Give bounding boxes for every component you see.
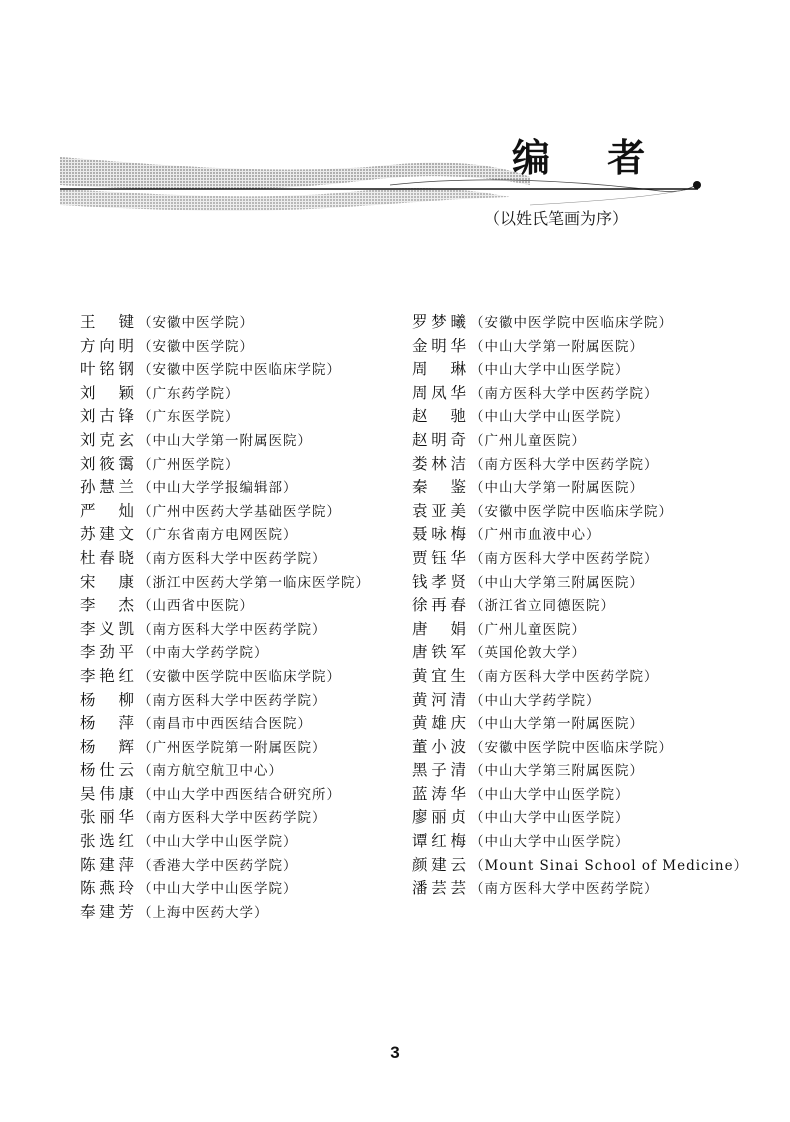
editor-affiliation: （南方医科大学中医药学院） [138, 810, 327, 827]
editor-entry [80, 335, 370, 359]
editor-name: 宋 康 [80, 572, 134, 591]
editor-affiliation: （中山大学第一附属医院） [470, 480, 644, 497]
editor-entry [412, 571, 748, 595]
editor-name: 孙慧兰 [80, 478, 134, 497]
editor-name: 黑子清 [412, 761, 466, 780]
editor-entry [412, 783, 748, 807]
editor-name: 杨 萍 [80, 714, 134, 733]
editor-entry [80, 618, 370, 642]
editor-entry [412, 618, 748, 642]
editor-name: 刘筱霭 [80, 454, 134, 473]
editor-entry [412, 429, 748, 453]
editor-entry [412, 830, 748, 854]
editor-affiliation: （安徽中医学院中医临床学院） [138, 668, 341, 685]
editor-name: 谭红梅 [412, 832, 466, 851]
editor-entry [80, 571, 370, 595]
editor-affiliation: （中山大学第一附属医院） [470, 338, 644, 355]
editor-name: 蓝涛华 [412, 784, 466, 803]
editor-name: 金明华 [412, 336, 466, 355]
editor-name: 李劲平 [80, 643, 134, 662]
editor-list-left [80, 311, 370, 924]
editor-name: 赵明奇 [412, 430, 466, 449]
editor-entry [80, 877, 370, 901]
editor-name: 方向明 [80, 336, 134, 355]
editor-affiliation: （南方医科大学中医药学院） [138, 692, 327, 709]
editor-name: 张丽华 [80, 808, 134, 827]
editor-entry [80, 806, 370, 830]
editor-entry [412, 641, 748, 665]
editor-entry [412, 665, 748, 689]
editor-entry [80, 689, 370, 713]
editor-name: 杜春晓 [80, 548, 134, 567]
editor-name: 刘 颖 [80, 383, 134, 402]
editor-name: 廖丽贞 [412, 808, 466, 827]
editor-name: 秦 鉴 [412, 478, 466, 497]
editor-name: 杨仕云 [80, 761, 134, 780]
editor-entry [412, 405, 748, 429]
editor-name: 叶铭钢 [80, 360, 134, 379]
editor-name: 钱孝贤 [412, 572, 466, 591]
editor-entry [80, 783, 370, 807]
editor-affiliation: （山西省中医院） [138, 598, 254, 615]
editor-entry [80, 759, 370, 783]
editor-affiliation: （广州医学院第一附属医院） [138, 739, 327, 756]
editor-entry [412, 594, 748, 618]
editor-name: 颜建云 [412, 855, 466, 874]
editor-entry [80, 358, 370, 382]
editor-name: 周凤华 [412, 383, 466, 402]
editor-affiliation: （南方医科大学中医药学院） [138, 550, 327, 567]
editor-affiliation: （浙江省立同德医院） [470, 598, 615, 615]
editor-name: 唐 娟 [412, 619, 466, 638]
editor-name: 潘芸芸 [412, 879, 466, 898]
editor-name: 严 灿 [80, 501, 134, 520]
editor-affiliation: （南方医科大学中医药学院） [470, 668, 659, 685]
editor-entry [412, 854, 748, 878]
editor-name: 袁亚美 [412, 501, 466, 520]
editor-entry [80, 854, 370, 878]
editor-affiliation: （中山大学第一附属医院） [470, 716, 644, 733]
editor-name: 刘克玄 [80, 430, 134, 449]
editor-name: 张选红 [80, 832, 134, 851]
editor-affiliation: （中山大学中西医结合研究所） [138, 786, 341, 803]
editor-entry [80, 830, 370, 854]
editor-affiliation: （中山大学中山医学院） [470, 834, 630, 851]
editor-entry [80, 476, 370, 500]
editor-affiliation: （英国伦敦大学） [470, 645, 586, 662]
editor-entry [412, 335, 748, 359]
editor-entry [412, 877, 748, 901]
editor-entry [80, 405, 370, 429]
editor-entry [80, 736, 370, 760]
editor-entry [412, 358, 748, 382]
editor-name: 吴伟康 [80, 784, 134, 803]
editor-entry [80, 523, 370, 547]
editor-affiliation: （南方医科大学中医药学院） [470, 385, 659, 402]
editor-entry [80, 311, 370, 335]
editor-affiliation: （南方医科大学中医药学院） [470, 550, 659, 567]
editor-entry [412, 500, 748, 524]
editor-entry [80, 641, 370, 665]
editor-affiliation: （中山大学中山医学院） [470, 362, 630, 379]
editor-affiliation: （广州市血液中心） [470, 527, 601, 544]
editor-entry [80, 429, 370, 453]
editor-affiliation: （中山大学第三附属医院） [470, 574, 644, 591]
editor-name: 周 琳 [412, 360, 466, 379]
editor-affiliation: （安徽中医学院中医临床学院） [470, 739, 673, 756]
editor-affiliation: （中南大学药学院） [138, 645, 269, 662]
editor-affiliation: （香港大学中医药学院） [138, 857, 298, 874]
editor-name: 唐铁军 [412, 643, 466, 662]
editor-name: 黄宜生 [412, 666, 466, 685]
editor-name: 陈建萍 [80, 855, 134, 874]
editor-name: 娄林洁 [412, 454, 466, 473]
editor-entry [80, 901, 370, 925]
editor-affiliation: （南方航空航卫中心） [138, 763, 283, 780]
editor-affiliation: （南方医科大学中医药学院） [470, 456, 659, 473]
editor-affiliation: （南方医科大学中医药学院） [138, 621, 327, 638]
editor-affiliation: （广东省南方电网医院） [138, 527, 298, 544]
editor-affiliation: （广东药学院） [138, 385, 240, 402]
editor-name: 贾钰华 [412, 548, 466, 567]
editor-entry [80, 382, 370, 406]
editor-entry [412, 759, 748, 783]
editor-name: 李 杰 [80, 596, 134, 615]
editor-entry [412, 736, 748, 760]
editor-affiliation: （安徽中医学院中医临床学院） [138, 362, 341, 379]
editor-affiliation: （安徽中医学院中医临床学院） [470, 503, 673, 520]
page-title: 编 者 [512, 135, 668, 180]
editor-entry [80, 594, 370, 618]
editor-name: 董小波 [412, 737, 466, 756]
editor-entry [80, 453, 370, 477]
editor-entry [80, 712, 370, 736]
editor-affiliation: （安徽中医学院） [138, 338, 254, 355]
page-number: 3 [390, 1043, 400, 1062]
editor-entry [80, 547, 370, 571]
editor-affiliation: （安徽中医学院中医临床学院） [470, 315, 673, 331]
editor-name: 李义凯 [80, 619, 134, 638]
editor-name: 王 键 [80, 313, 134, 331]
editor-entry [412, 453, 748, 477]
editor-entry [80, 665, 370, 689]
editor-affiliation: （上海中医药大学） [138, 904, 269, 921]
editor-name: 苏建文 [80, 525, 134, 544]
editor-affiliation: （安徽中医学院） [138, 315, 254, 331]
editor-affiliation: （广州儿童医院） [470, 432, 586, 449]
editor-name: 罗梦曦 [412, 313, 466, 331]
editor-name: 聂咏梅 [412, 525, 466, 544]
editor-name: 刘古锋 [80, 407, 134, 426]
editor-affiliation: （广州医学院） [138, 456, 240, 473]
editor-affiliation: （中山大学药学院） [470, 692, 601, 709]
editor-name: 黄雄庆 [412, 714, 466, 733]
editor-affiliation: （中山大学中山医学院） [138, 834, 298, 851]
editor-name: 奉建芳 [80, 902, 134, 921]
editor-affiliation: （中山大学第一附属医院） [138, 432, 312, 449]
editor-entry [412, 476, 748, 500]
editor-name: 杨 辉 [80, 737, 134, 756]
editor-affiliation: （Mount Sinai School of Medicine） [470, 857, 749, 874]
editor-affiliation: （中山大学中山医学院） [138, 881, 298, 898]
editor-entry [412, 712, 748, 736]
editor-entry [412, 311, 748, 335]
editor-affiliation: （广东医学院） [138, 409, 240, 426]
editor-affiliation: （中山大学学报编辑部） [138, 480, 298, 497]
editor-affiliation: （中山大学中山医学院） [470, 810, 630, 827]
editor-list-right [412, 311, 748, 901]
editor-entry [412, 523, 748, 547]
editor-name: 陈燕玲 [80, 879, 134, 898]
editor-name: 徐再春 [412, 596, 466, 615]
editor-entry [412, 806, 748, 830]
page-subtitle: （以姓氏笔画为序） [484, 209, 629, 228]
editor-affiliation: （南昌市中西医结合医院） [138, 716, 312, 733]
editor-affiliation: （中山大学中山医学院） [470, 786, 630, 803]
editor-name: 赵 驰 [412, 407, 466, 426]
editor-affiliation: （南方医科大学中医药学院） [470, 881, 659, 898]
editor-affiliation: （浙江中医药大学第一临床医学院） [138, 574, 370, 591]
editor-name: 李艳红 [80, 666, 134, 685]
editor-entry [412, 689, 748, 713]
editor-entry [80, 500, 370, 524]
editor-entry [412, 382, 748, 406]
editor-affiliation: （广州儿童医院） [470, 621, 586, 638]
editor-entry [412, 547, 748, 571]
editor-name: 黄河清 [412, 690, 466, 709]
editor-affiliation: （广州中医药大学基础医学院） [138, 503, 341, 520]
editor-name: 杨 柳 [80, 690, 134, 709]
editor-affiliation: （中山大学中山医学院） [470, 409, 630, 426]
editor-affiliation: （中山大学第三附属医院） [470, 763, 644, 780]
